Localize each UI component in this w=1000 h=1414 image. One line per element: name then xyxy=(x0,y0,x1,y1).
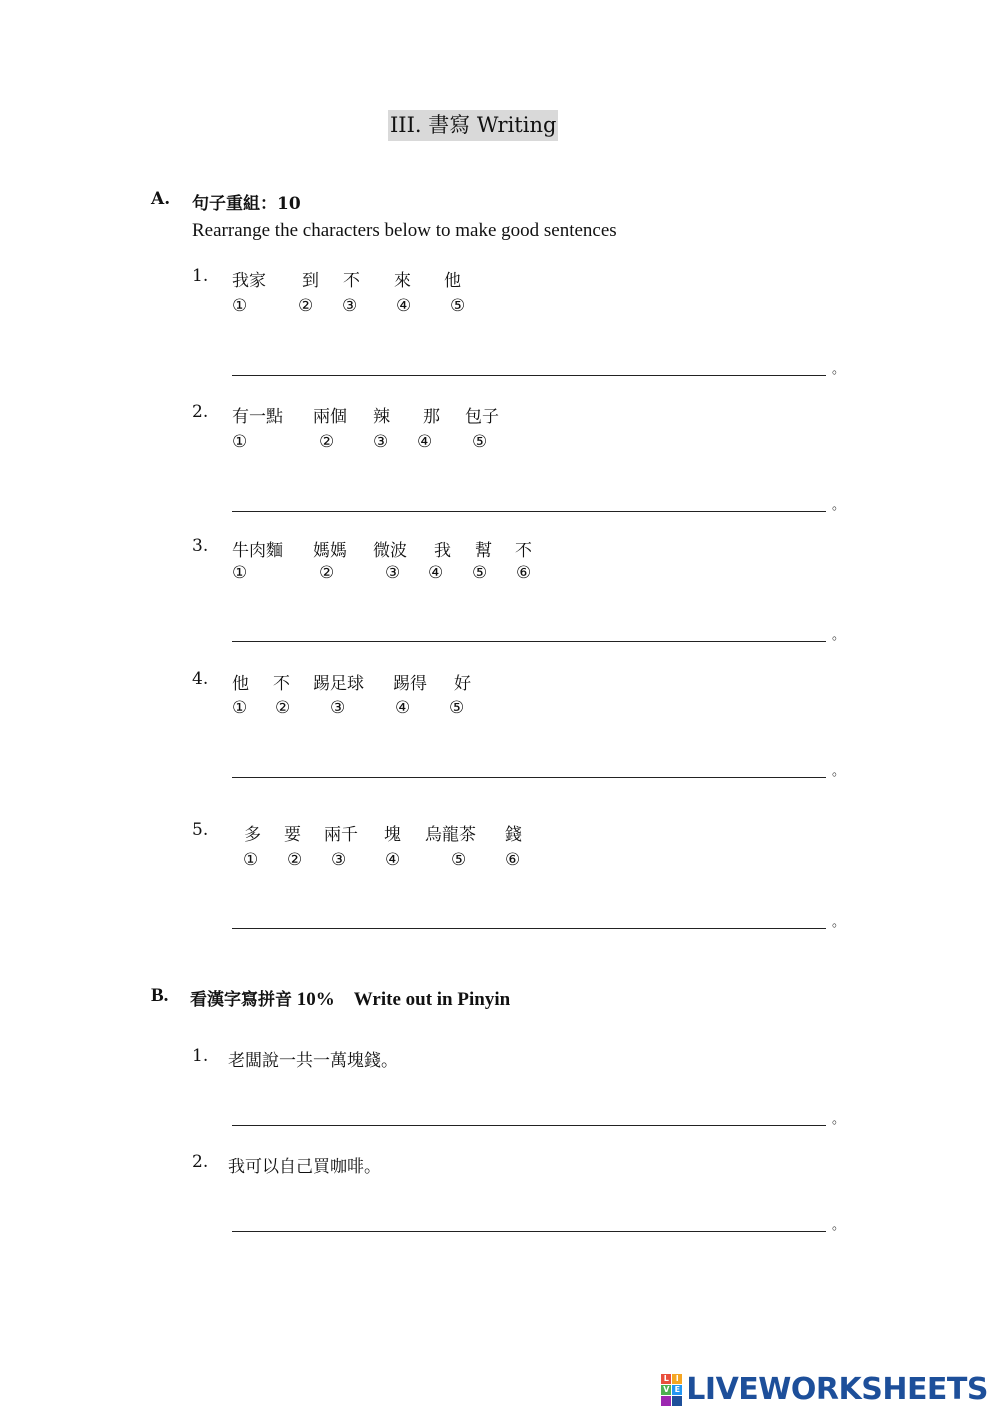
word-token: 幫 xyxy=(475,541,492,561)
question-number: 1. xyxy=(192,266,209,286)
section-b-label: B. xyxy=(151,985,169,1006)
order-mark: ⑤ xyxy=(449,698,465,718)
question-number: 2. xyxy=(192,1152,209,1172)
question-number: 1. xyxy=(192,1046,209,1066)
logo-tile xyxy=(661,1396,671,1406)
word-token: 到 xyxy=(302,271,319,291)
order-mark: ④ xyxy=(428,563,444,583)
order-mark: ④ xyxy=(396,296,412,316)
word-token: 他 xyxy=(232,674,249,694)
order-mark: ② xyxy=(298,296,314,316)
order-mark: ③ xyxy=(330,698,346,718)
word-token: 踢足球 xyxy=(313,674,364,694)
logo-tile: I xyxy=(672,1374,682,1384)
period-mark: 。 xyxy=(832,1218,846,1233)
order-mark: ⑤ xyxy=(472,432,488,452)
word-token: 不 xyxy=(273,674,290,694)
word-token: 辣 xyxy=(373,407,390,427)
order-mark: ⑥ xyxy=(516,563,532,583)
period-mark: 。 xyxy=(832,362,846,377)
question-number: 3. xyxy=(192,536,209,556)
section-a-heading: 句子重組：10 xyxy=(192,194,301,214)
word-token: 兩千 xyxy=(324,825,358,845)
order-mark: ④ xyxy=(385,850,401,870)
order-mark: ① xyxy=(232,563,248,583)
order-mark: ⑤ xyxy=(451,850,467,870)
word-token: 不 xyxy=(515,541,532,561)
logo-tile: L xyxy=(661,1374,671,1384)
word-token: 要 xyxy=(284,825,301,845)
word-token: 那 xyxy=(423,407,440,427)
word-token: 我家 xyxy=(232,271,266,291)
order-mark: ⑤ xyxy=(472,563,488,583)
order-mark: ⑤ xyxy=(450,296,466,316)
logo-text: LIVEWORKSHEETS xyxy=(686,1372,988,1407)
pinyin-prompt: 我可以自己買咖啡。 xyxy=(228,1157,381,1177)
period-mark: 。 xyxy=(832,915,846,930)
logo-grid-icon xyxy=(661,1374,682,1406)
word-token: 錢 xyxy=(505,825,522,845)
word-token: 不 xyxy=(343,271,360,291)
word-token: 好 xyxy=(454,674,471,694)
liveworksheets-logo[interactable] xyxy=(661,1372,988,1407)
word-token: 兩個 xyxy=(313,407,347,427)
section-b-heading xyxy=(190,985,510,1011)
word-token: 包子 xyxy=(465,407,499,427)
order-mark: ② xyxy=(287,850,303,870)
logo-tile xyxy=(672,1396,682,1406)
section-b-heading-cjk: 看漢字寫拼音 xyxy=(190,990,292,1010)
answer-line[interactable] xyxy=(232,777,826,778)
word-token: 牛肉麵 xyxy=(232,541,283,561)
order-mark: ④ xyxy=(417,432,433,452)
word-token: 多 xyxy=(244,825,261,845)
order-mark: ① xyxy=(232,296,248,316)
section-b-heading-rest: 10% Write out in Pinyin xyxy=(296,989,511,1010)
answer-line[interactable] xyxy=(232,375,826,376)
order-mark: ③ xyxy=(385,563,401,583)
answer-line[interactable] xyxy=(232,1125,826,1126)
answer-line[interactable] xyxy=(232,1231,826,1232)
word-token: 媽媽 xyxy=(313,541,347,561)
order-mark: ① xyxy=(243,850,259,870)
order-mark: ① xyxy=(232,698,248,718)
question-number: 5. xyxy=(192,820,209,840)
section-a-label: A. xyxy=(151,189,171,209)
answer-line[interactable] xyxy=(232,511,826,512)
order-mark: ② xyxy=(319,563,335,583)
order-mark: ③ xyxy=(331,850,347,870)
order-mark: ③ xyxy=(373,432,389,452)
order-mark: ⑥ xyxy=(505,850,521,870)
order-mark: ② xyxy=(319,432,335,452)
word-token: 有一點 xyxy=(232,407,283,427)
order-mark: ③ xyxy=(342,296,358,316)
page-title: III. 書寫 Writing xyxy=(388,110,558,141)
order-mark: ④ xyxy=(395,698,411,718)
question-number: 4. xyxy=(192,669,209,689)
order-mark: ① xyxy=(232,432,248,452)
logo-tile: E xyxy=(672,1385,682,1395)
question-number: 2. xyxy=(192,402,209,422)
word-token: 烏龍茶 xyxy=(425,825,476,845)
word-token: 塊 xyxy=(384,825,401,845)
logo-tile: V xyxy=(663,1384,670,1394)
pinyin-prompt: 老闆說一共一萬塊錢。 xyxy=(228,1051,398,1071)
word-token: 踢得 xyxy=(393,674,427,694)
word-token: 來 xyxy=(394,271,411,291)
period-mark: 。 xyxy=(832,1112,846,1127)
period-mark: 。 xyxy=(832,498,846,513)
word-token: 我 xyxy=(434,541,451,561)
word-token: 微波 xyxy=(373,541,407,561)
answer-line[interactable] xyxy=(232,928,826,929)
word-token: 他 xyxy=(444,271,461,291)
section-a-instruction: Rearrange the characters below to make good sentences xyxy=(192,220,617,241)
order-mark: ② xyxy=(275,698,291,718)
period-mark: 。 xyxy=(832,628,846,643)
answer-line[interactable] xyxy=(232,641,826,642)
period-mark: 。 xyxy=(832,764,846,779)
